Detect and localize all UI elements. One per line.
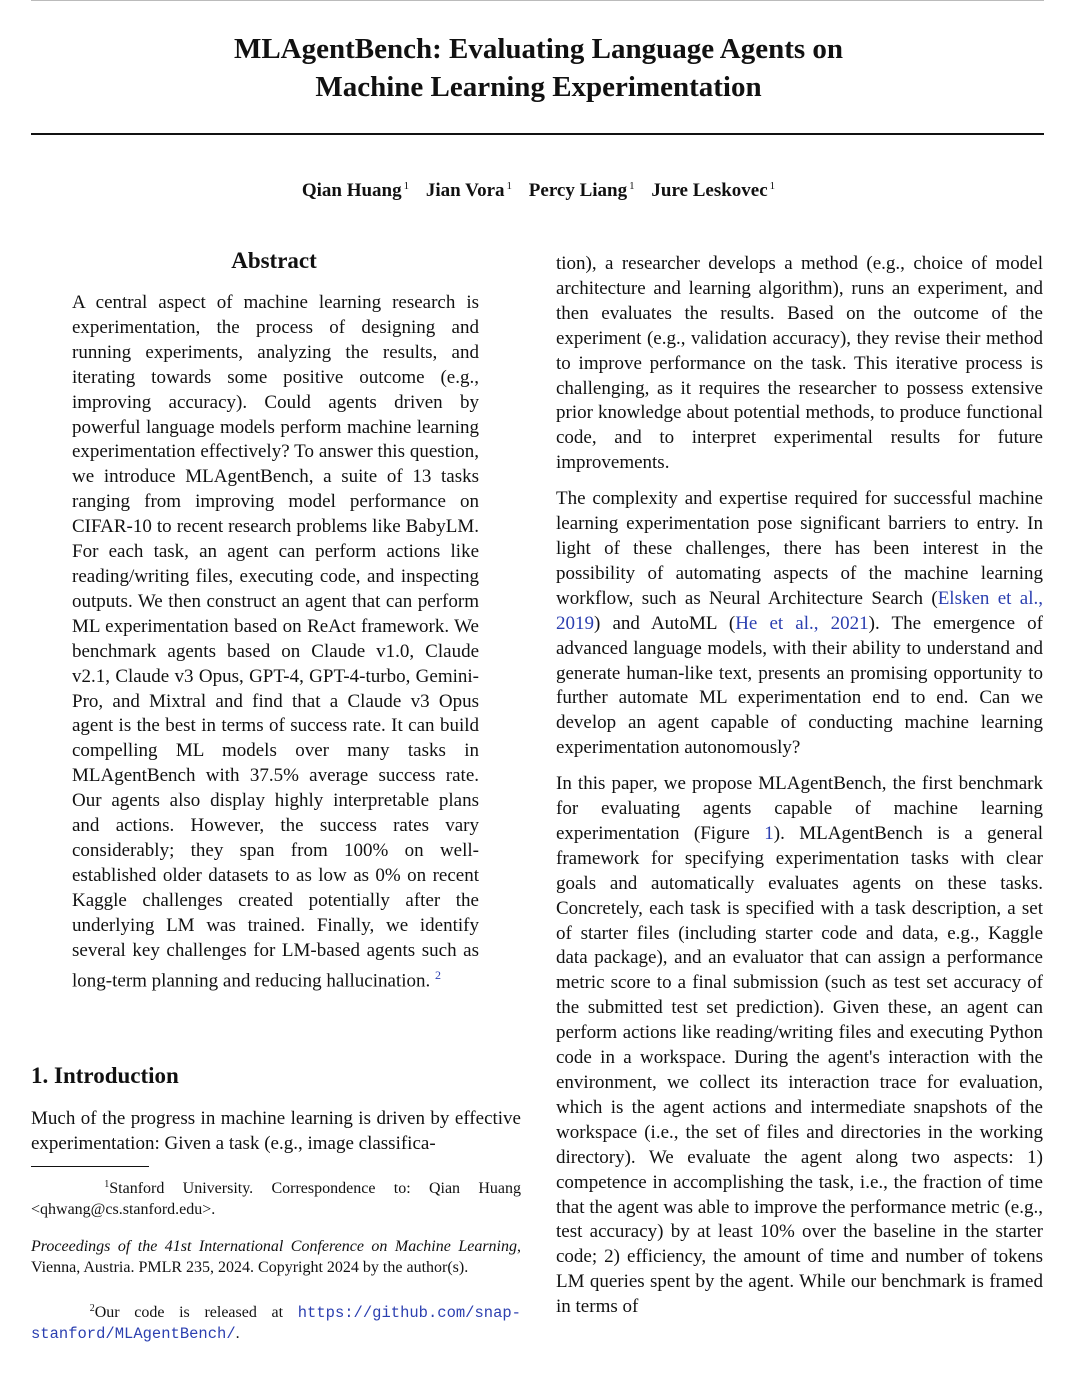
author-list: [0, 180, 1077, 202]
abstract-body: [72, 291, 479, 995]
code-url-link[interactable]: https://github.com/snap-stanford/MLAgentBench/: [31, 1304, 521, 1343]
citation-link[interactable]: He et al., 2021: [735, 612, 869, 634]
footnote-2: $^2$Our code is released at https://github.com/snap-stanford/MLAgentBench/.: [31, 1303, 521, 1343]
author: Percy Liang $^1$: [528, 180, 635, 201]
title-line-2: Machine Learning Experimentation: [315, 71, 762, 103]
section-heading-introduction: 1. Introduction: [31, 1063, 179, 1088]
figure-ref-link[interactable]: 1: [764, 822, 774, 844]
title-line-1: MLAgentBench: Evaluating Language Agents on: [233, 33, 844, 65]
author: Qian Huang $^1$: [301, 180, 410, 201]
footnote-1: $^1$Stanford University. Correspondence to: Qian Huang <qhwang@cs.stanford.edu>.: [31, 1179, 522, 1218]
paragraph: The complexity and expertise required for successful machine learning experimentation pose significant barriers to entry. In light of these challenges, there has been interest in the possibility of automating aspects of the machine learning workflow, such as Neural Architecture Search (Elsken et al., 2019) and AutoML (He et al., 2021). The emergence of advanced language models, with their ability to understand and generate human-like text, presents an promising opportunity to further automate ML experimentation end to end. Can we develop an agent capable of conducting machine learning experimentation autonomously?: [556, 488, 1044, 759]
proceedings-note: Proceedings of the 41st International Conference on Machine Learning, Vienna, Austria. PMLR 235, 2024. Copyright 2024 by the author(s).: [31, 1238, 521, 1276]
footnote-ref-2[interactable]: 2: [435, 968, 442, 983]
intro-paragraph: Much of the progress in machine learning is driven by effective experimentation: Given a task (e.g., image classifica-: [31, 1108, 521, 1154]
author: Jian Vora $^1$: [425, 180, 513, 201]
abstract-heading: Abstract: [231, 248, 317, 273]
paragraph: tion), a researcher develops a method (e.g., choice of model architecture and learning algorithm), runs an experiment, and then evaluates the results. Based on the outcome of the experiment (e.g., validation accuracy), they revise their method to improve performance on the task. This iterative process is challenging, as it requires the researcher to possess extensive prior knowledge about potential methods, to produce functional code, and to interpret experimental results for future improvements.: [556, 253, 1043, 474]
paper-title: [0, 30, 1077, 106]
citation-link[interactable]: Elsken et al., 2019: [556, 587, 1043, 634]
paragraph: In this paper, we propose MLAgentBench, the first benchmark for evaluating agents capable of machine learning experimentation (Figure 1). MLAgentBench is a general framework for specifying experimentation tasks with clear goals and automatically evaluates agents on these tasks. Concretely, each task is specified with a task description, a set of starter files (including starter code and data, e.g., Kaggle data package), and an evaluator that can assign a performance metric score to a final submission (such as test set accuracy of the submitted test set prediction). Given these, an agent can perform actions like reading/writing files and executing Python code in a workspace. During the agent's interaction with the environment, we collect its interaction trace for evaluation, which is the agent actions and intermediate snapshots of the workspace (i.e., the set of files and directories in the working directory). We evaluate the agent along two aspects: 1) competence in accomplishing the task, i.e., the fraction of time that the agent was able to improve the performance metric (e.g., test accuracy) by at least 10% over the baseline in the starter code; 2) efficiency, the amount of time and number of tokens LM queries spent by the agent. While our benchmark is framed in terms of: [556, 773, 1044, 1318]
footnote-rule: [31, 1166, 149, 1167]
author: Jure Leskovec $^1$: [651, 180, 776, 201]
top-rule: [31, 0, 1044, 1]
right-column: [556, 252, 1043, 1331]
title-rule: [31, 133, 1044, 135]
abstract-text: A central aspect of machine learning research is experimentation, the process of designing and running experiments, analyzing the results, and iterating towards some positive outcome (e.g., improving accuracy). Could agents driven by powerful language models perform machine learning experimentation effectively? To answer this question, we introduce MLAgentBench, a suite of 13 tasks ranging from improving model performance on CIFAR-10 to recent research problems like BabyLM. For each task, an agent can perform actions like reading/writing files, executing code, and inspecting outputs. We then construct an agent that can perform ML experimentation based on ReAct framework. We benchmark agents based on Claude v1.0, Claude v2.1, Claude v3 Opus, GPT-4, GPT-4-turbo, Gemini-Pro, and Mixtral and find that a Claude v3 Opus agent is the best in terms of success rate. It can build compelling ML models over many tasks in MLAgentBench with 37.5% average success rate. Our agents also display highly interpretable plans and actions. However, the success rates vary considerably; they span from 100% on well-established older datasets to as low as 0% on recent Kaggle challenges created potentially after the underlying LM was trained. Finally, we identify several key challenges for LM-based agents such as long-term planning and reducing hallucination.: [72, 292, 479, 992]
